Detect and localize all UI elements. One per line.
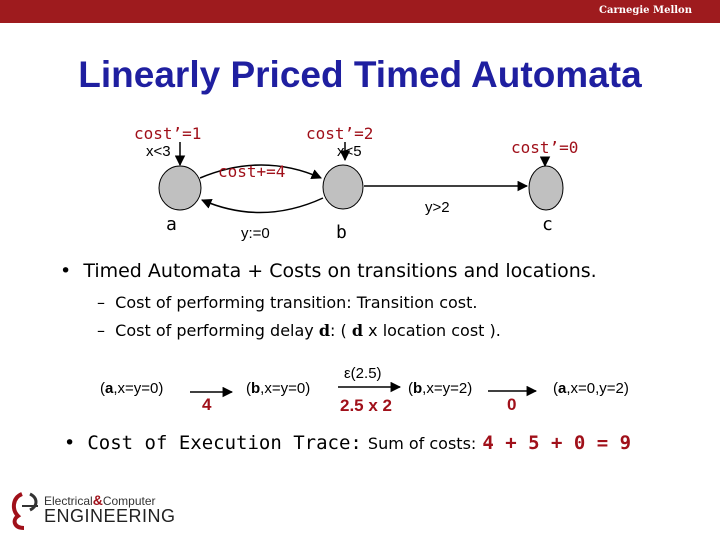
bullet-marker: •	[64, 432, 76, 454]
invariant-label-a: x<3	[146, 143, 171, 160]
paren: (	[246, 380, 251, 397]
state-b	[323, 165, 363, 209]
slide-title: Linearly Priced Timed Automata	[78, 54, 642, 95]
rate-label-c: cost’=0	[511, 138, 579, 157]
rate-label-a: cost’=1	[134, 124, 202, 143]
sum-label: Sum of costs:	[367, 434, 477, 453]
trace-location: a	[558, 380, 567, 397]
trace-state-4	[553, 380, 629, 397]
trace-state-2	[246, 380, 310, 397]
state-a	[159, 166, 201, 210]
bullet-sub-2-pre: Cost of performing delay	[115, 321, 319, 340]
trace-state-1	[100, 380, 163, 397]
logo-amp: &	[92, 492, 103, 508]
delay-symbol: d	[351, 321, 364, 340]
trace-valuation: ,x=y=0)	[113, 380, 164, 397]
institution-name: Carnegie Mellon	[599, 5, 692, 16]
reset-label: y:=0	[241, 225, 270, 242]
paren: (	[100, 380, 105, 397]
logo-line1b: Computer	[102, 494, 156, 508]
paren: (	[553, 380, 558, 397]
state-name-c: c	[542, 214, 553, 235]
paren: (	[408, 380, 413, 397]
logo-line1: Electrical	[44, 494, 93, 508]
ece-logo	[8, 490, 188, 530]
guard-label: y>2	[425, 199, 450, 216]
rate-label-b: cost’=2	[306, 124, 374, 143]
trace-valuation: ,x=y=2)	[422, 380, 473, 397]
trace-location: a	[105, 380, 114, 397]
state-name-a: a	[166, 214, 177, 235]
trace-cost-1: 4	[202, 395, 212, 414]
delay-label: ε(2.5)	[344, 365, 382, 382]
trace-location: b	[413, 380, 423, 397]
trace-state-3	[408, 380, 472, 397]
transition-b-to-a	[202, 198, 323, 213]
trace-valuation: ,x=0,y=2)	[566, 380, 629, 397]
bullet-sub-2-post: x location cost ).	[363, 321, 501, 340]
delay-symbol: d	[318, 321, 331, 340]
state-c	[529, 166, 563, 210]
trace-location: b	[251, 380, 261, 397]
delay-cost: 2.5 x 2	[340, 396, 392, 415]
execution-label: Cost of Execution Trace:	[87, 432, 362, 454]
bullet-main-text: Timed Automata + Costs on transitions and locations.	[83, 260, 597, 282]
bullet-sub-1-text: Cost of performing transition: Transition cost.	[115, 293, 478, 312]
sum-value: 4 + 5 + 0 = 9	[482, 432, 632, 454]
trace-valuation: ,x=y=0)	[260, 380, 311, 397]
bullet-sub-2-mid: : (	[330, 321, 352, 340]
transition-cost-label: cost+=4	[218, 162, 286, 181]
bullet-main	[60, 260, 597, 282]
execution-bullet	[64, 432, 631, 454]
bullet-sub-1	[97, 293, 478, 312]
bullet-sub-2	[97, 321, 501, 340]
ece-emblem-icon	[8, 490, 42, 530]
state-name-b: b	[336, 222, 347, 243]
bullet-marker: •	[60, 260, 72, 282]
invariant-label-b: x<5	[337, 143, 362, 160]
logo-line2: ENGINEERING	[44, 506, 176, 526]
dash-marker: –	[97, 321, 105, 340]
dash-marker: –	[97, 293, 105, 312]
trace-cost-3: 0	[507, 395, 517, 414]
